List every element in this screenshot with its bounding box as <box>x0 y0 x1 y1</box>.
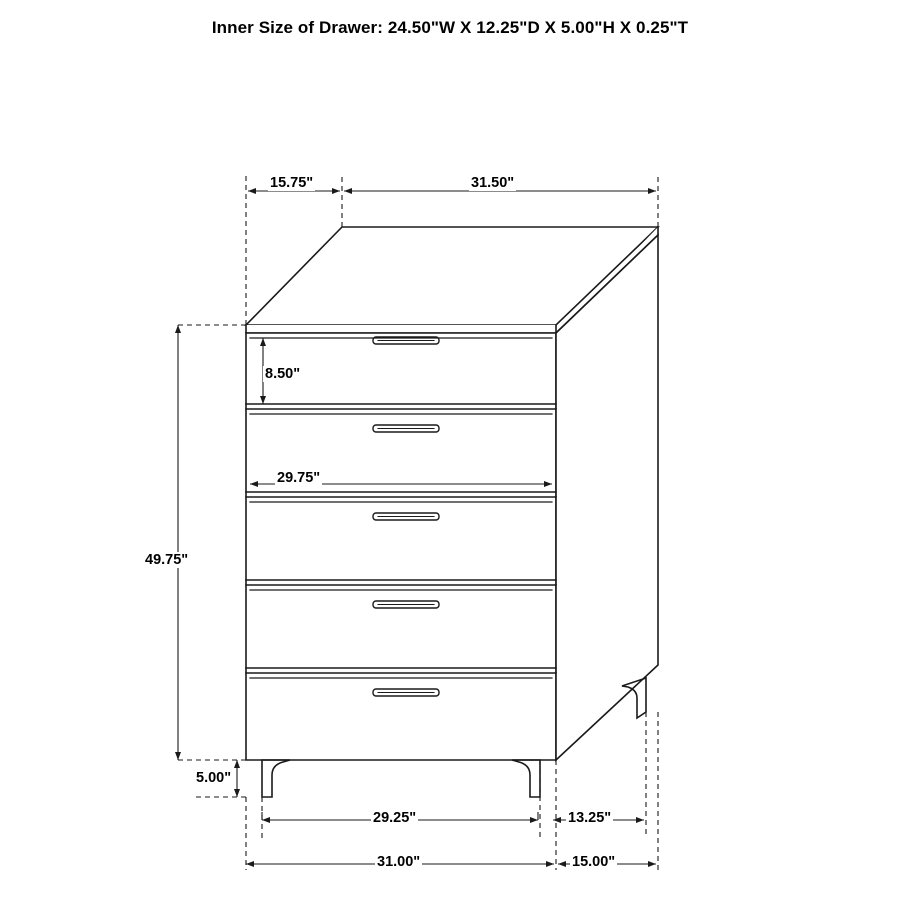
dim-label-overall-width: 31.00" <box>377 854 421 870</box>
cabinet-side-face <box>556 235 658 760</box>
dim-label-base-front-width: 29.25" <box>373 810 417 826</box>
dim-label-leg-height: 5.00" <box>196 770 232 786</box>
dim-label-overall-depth: 15.00" <box>572 854 616 870</box>
extension-lines-height <box>178 325 246 760</box>
dim-label-drawer-height: 8.50" <box>265 366 301 382</box>
page-title: Inner Size of Drawer: 24.50"W X 12.25"D X 5.00"H X 0.25"T <box>211 18 689 37</box>
dim-overall-height <box>175 325 181 760</box>
dim-label-drawer-width: 29.75" <box>277 470 321 486</box>
dim-leg-height <box>234 760 240 797</box>
dim-label-overall-height: 49.75" <box>145 552 189 568</box>
dim-label-top-depth: 15.75" <box>270 175 314 191</box>
dim-label-top-width: 31.50" <box>471 175 515 191</box>
dim-label-base-side-depth: 13.25" <box>568 810 612 826</box>
